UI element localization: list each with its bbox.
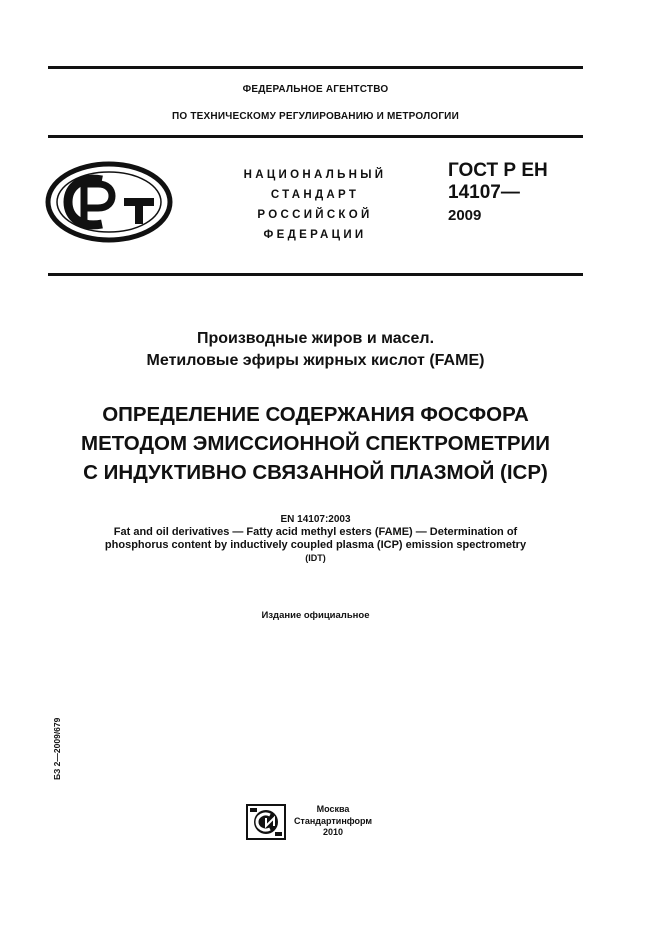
subtitle-line: Метиловые эфиры жирных кислот (FAME) <box>146 352 485 369</box>
top-rule <box>48 66 583 69</box>
middle-rule <box>48 273 583 276</box>
publisher-year: 2010 <box>322 827 344 837</box>
en-idt: (IDT) <box>305 553 326 563</box>
en-title-line: Fat and oil derivatives — Fatty acid methyl esters (FAME) — Determination of <box>113 526 518 538</box>
en-reference <box>40 513 591 565</box>
designation-line-2: 14107— <box>448 182 520 203</box>
standard-type <box>220 165 410 245</box>
standard-type-line: СТАНДАРТ <box>270 189 360 201</box>
header-rule <box>48 135 583 138</box>
side-registration-code: БЗ 2—2009/679 <box>52 717 62 780</box>
designation-line-1: ГОСТ Р ЕН <box>448 160 548 181</box>
standard-type-line: РОССИЙСКОЙ <box>257 209 373 221</box>
standard-type-line: ФЕДЕРАЦИИ <box>263 229 367 241</box>
subtitle-line: Производные жиров и масел. <box>196 330 435 347</box>
publisher-info <box>292 804 374 839</box>
title-line: ОПРЕДЕЛЕНИЕ СОДЕРЖАНИЯ ФОСФОРА <box>102 403 529 426</box>
standard-type-line: НАЦИОНАЛЬНЫЙ <box>243 169 387 181</box>
designation-year: 2009 <box>448 207 482 224</box>
standartinform-logo <box>246 804 286 840</box>
edition-label: Издание официальное <box>261 610 370 621</box>
agency-line-1: ФЕДЕРАЛЬНОЕ АГЕНТСТВО <box>242 84 389 95</box>
en-code: EN 14107:2003 <box>280 514 351 525</box>
gost-r-logo <box>44 160 174 244</box>
document-title <box>30 400 601 487</box>
title-line: С ИНДУКТИВНО СВЯЗАННОЙ ПЛАЗМОЙ (ICP) <box>83 461 548 484</box>
publisher-name: Стандартинформ <box>293 815 373 826</box>
title-line: МЕТОДОМ ЭМИССИОННОЙ СПЕКТРОМЕТРИИ <box>81 432 550 455</box>
publisher-city: Москва <box>316 804 350 814</box>
document-subtitle <box>48 328 583 372</box>
standard-designation <box>448 160 548 227</box>
agency-line-2: ПО ТЕХНИЧЕСКОМУ РЕГУЛИРОВАНИЮ И МЕТРОЛОГИИ <box>172 111 459 122</box>
en-title-line: phosphorus content by inductively coupled plasma (ICP) emission spectrometry <box>104 539 527 551</box>
